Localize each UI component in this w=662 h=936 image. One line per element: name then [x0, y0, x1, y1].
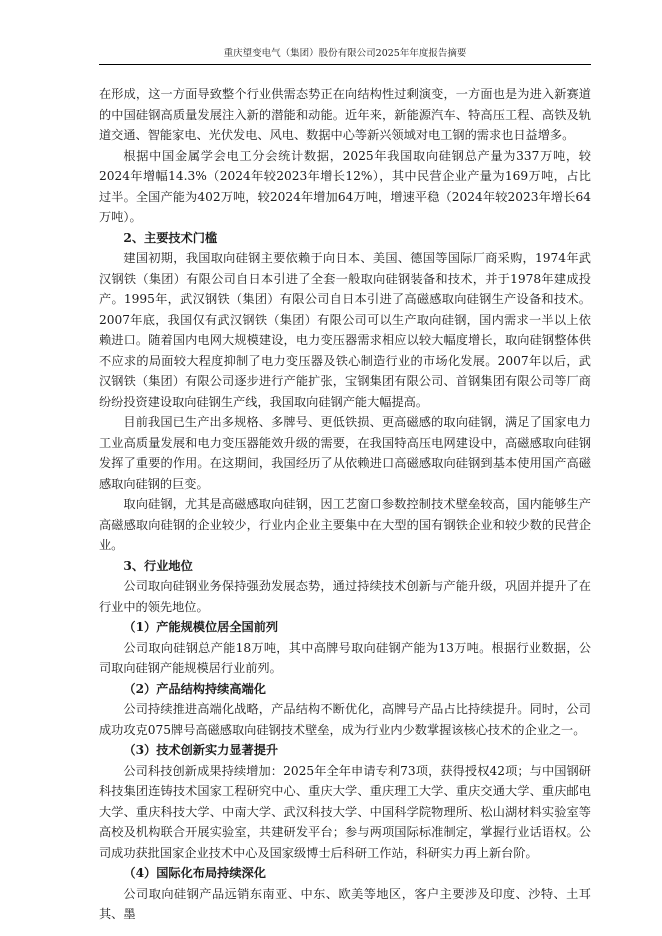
paragraph-current-status: 目前我国已生产出多规格、多牌号、更低铁损、更高磁感的取向硅钢，满足了国家电力工业高质量发展和电力变压器能效升级的需要，在我国特高压电网建设中，高磁感取向硅钢发挥了重要的作用。在这期间，我国经历了从依赖进口高磁感取向硅钢到基本使用国产高磁感取向硅钢的巨变。 — [99, 415, 591, 491]
paragraph-internationalization: 公司取向硅钢产品远销东南亚、中东、欧美等地区，客户主要涉及印度、沙特、土耳其、墨 — [99, 886, 591, 921]
paragraph-position-summary: 公司取向硅钢业务保持强劲发展态势，通过持续技术创新与产能升级，巩固并提升了在行业中的领先地位。 — [99, 579, 591, 614]
document-body — [99, 84, 591, 925]
subheading-innovation: （3）技术创新实力显著提升 — [123, 743, 279, 757]
subheading-capacity: （1）产能规模位居全国前列 — [123, 620, 279, 634]
paragraph-barrier: 取向硅钢，尤其是高磁感取向硅钢，因工艺窗口参数控制技术壁垒较高，国内能够生产高磁感取向硅钢的企业较少，行业内企业主要集中在大型的国有钢铁企业和较少数的民营企业。 — [99, 497, 591, 552]
header-divider — [99, 64, 591, 65]
paragraph-product-structure: 公司持续推进高端化战略，产品结构不断优化，高牌号产品占比持续提升。同时，公司成功攻克075牌号高磁感取向硅钢技术壁垒，成为行业内少数掌握该核心技术的企业之一。 — [99, 702, 591, 737]
subheading-product-structure: （2）产品结构持续高端化 — [123, 681, 266, 696]
paragraph-industry-demand: 在形成，这一方面导致整个行业供需态势正在向结构性过剩演变，一方面也是为进入新赛道的中国硅钢高质量发展注入新的潜能和动能。近年来，新能源汽车、特高压工程、高铁及轨道交通、智能家电、光伏发电、风电、数据中心等新兴领域对电工钢的需求也日益增多。 — [99, 87, 591, 142]
paragraph-history: 建国初期，我国取向硅钢主要依赖于向日本、美国、德国等国际厂商采购，1974年武汉钢铁（集团）有限公司自日本引进了全套一般取向硅钢装备和技术，并于1978年建成投产。1995年，武汉钢铁（集团）有限公司自日本引进了高磁感取向硅钢生产设备和技术。2007年底，我国仅有武汉钢铁（集团）有限公司可以生产取向硅钢，国内需求一半以上依赖进口。随着国内电网大规模建设，电力变压器需求相应以较大幅度增长，取向硅钢整体供不应求的局面较大程度抑制了电力变压器及铁心制造行业的市场化发展。2007年以后，武汉钢铁（集团）有限公司逐步进行产能扩张，宝钢集团有限公司、首钢集团有限公司等厂商纷纷投资建设取向硅钢生产线，我国取向硅钢产能大幅提高。 — [99, 251, 591, 409]
subheading-internationalization: （4）国际化布局持续深化 — [123, 866, 266, 880]
paragraph-innovation: 公司科技创新成果持续增加：2025年全年申请专利73项，获得授权42项；与中国钢研科技集团连铸技术国家工程研究中心、重庆大学、重庆理工大学、重庆交通大学、重庆邮电大学、重庆科技大学、中南大学、武汉科技大学、中国科学院物理所、松山湖材料实验室等高校及机构联合开展实验室，共建研发平台；参与两项国际标准制定，掌握行业话语权。公司成功获批国家企业技术中心及国家级博士后科研工作站，科研实力再上新台阶。 — [99, 763, 591, 860]
section-heading-tech-barrier: 2、主要技术门槛 — [123, 230, 218, 245]
page-header: 重庆望变电气（集团）股份有限公司2025年年度报告摘要 — [223, 48, 467, 59]
section-heading-industry-position: 3、行业地位 — [123, 558, 193, 573]
paragraph-production-stats: 根据中国金属学会电工分会统计数据，2025年我国取向硅钢总产量为337万吨，较2024年增幅14.3%（2024年较2023年增长12%），其中民营企业产量为169万吨，占比过半。全国产能为402万吨，较2024年增加64万吨，增速平稳（2024年较2023年增长64万吨）。 — [99, 148, 591, 224]
paragraph-capacity: 公司取向硅钢总产能18万吨，其中高牌号取向硅钢产能为13万吨。根据行业数据，公司取向硅钢产能规模居行业前列。 — [99, 640, 591, 675]
